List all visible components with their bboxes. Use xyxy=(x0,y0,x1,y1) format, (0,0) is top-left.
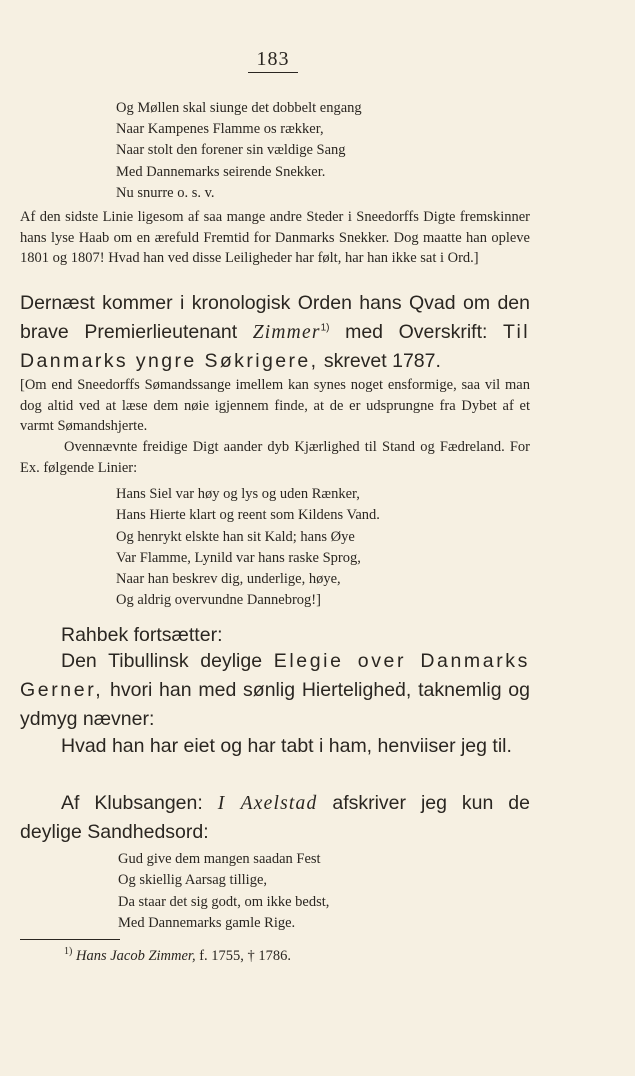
body-paragraph-henviiser: Hvad han har eiet og har tabt i ham, henviiser jeg til. xyxy=(61,735,512,757)
verse-line: Med Dannemarks seirende Snekker. xyxy=(116,163,326,180)
footnote-marker: 1) xyxy=(64,946,73,958)
verse-line: Og henrykt elskte han sit Kald; hans Øye xyxy=(116,528,355,545)
verse-line: Naar Kampenes Flamme os rækker, xyxy=(116,121,324,138)
footnote-name: Hans Jacob Zimmer, xyxy=(75,948,196,964)
verse-line: Da staar det sig godt, om ikke bedst, xyxy=(118,893,330,910)
verse-line: Naar stolt den forener sin vældige Sang xyxy=(116,142,346,159)
verse-line: Nu snurre o. s. v. xyxy=(116,184,215,201)
verse-line: Naar han beskrev dig, underlige, høye, xyxy=(116,571,341,588)
verse-line: Var Flamme, Lynild var hans raske Sprog, xyxy=(116,549,361,566)
person-name: Zimmer xyxy=(252,321,321,343)
poem-title: I Axelstad xyxy=(217,793,318,814)
paragraph-text: med Overskrift: xyxy=(345,320,488,343)
commentary-paragraph-1: Af den sidste Linie ligesom af saa mange andre Steder i Sneedorffs Digte fremskinner hans lyse Haab om en ærefuld Fremtid for Danmarks Snekker. Dog maatte han opleve 1801 og 1807! Hvad han ved disse Leiligheder har følt, har han ikke sat i Ord.] xyxy=(20,209,530,266)
paragraph-text: skrevet 1787. xyxy=(323,350,441,372)
body-paragraph-elegie xyxy=(20,647,530,734)
body-paragraph-klubsangen xyxy=(20,789,530,847)
verse-line: Hans Hierte klart og reent som Kildens Vand. xyxy=(116,507,380,524)
paragraph-text: hvori han med sønlig Hierteligheḋ, taknemlig og ydmyg nævner: xyxy=(20,679,530,730)
verse-stanza-3 xyxy=(118,849,329,934)
paragraph-text: afskriver jeg kun de deylige Sandhedsord: xyxy=(20,792,530,843)
commentary-paragraph-3: Ovennævnte freidige Digt aander dyb Kjærlighed til Stand og Fædreland. For Ex. følgende Linier: xyxy=(20,439,530,476)
body-paragraph-zimmer xyxy=(20,289,530,376)
verse-line: Med Dannemarks gamle Rige. xyxy=(118,914,296,931)
verse-line: Og Møllen skal siunge det dobbelt engang xyxy=(116,100,362,116)
paragraph-text: Af Klubsangen: xyxy=(61,792,203,814)
poem-title: Elegie over Danmarks Gerner, xyxy=(20,650,530,701)
verse-line: Hans Siel var høy og lys og uden Rænker, xyxy=(116,486,360,502)
verse-stanza-1 xyxy=(116,98,362,204)
verse-line: Og aldrig overvundne Dannebrog!] xyxy=(116,592,321,609)
paragraph-text: Dernæst kommer i kronologisk Orden hans Qvad om den brave Premierlieutenant xyxy=(20,292,530,343)
commentary-paragraph-2: [Om end Sneedorffs Sømandssange imellem kan synes noget ensformige, saa vil man dog altid ved at læse dem nøie igjennem finde, at de er udsprungne fra Dybet af et varmt Sømandshjerte. xyxy=(20,377,530,434)
footnote-divider xyxy=(20,939,120,940)
verse-line: Og skiellig Aarsag tillige, xyxy=(118,872,268,889)
footnote xyxy=(64,946,291,966)
poem-title: Til Danmarks yngre Søkrigere, xyxy=(20,320,531,372)
footnote-marker: 1) xyxy=(320,322,330,333)
footnote-dates: f. 1755, † 1786. xyxy=(199,948,292,964)
verse-stanza-2 xyxy=(116,484,380,612)
body-paragraph-rahbek: Rahbek fortsætter: xyxy=(61,624,223,646)
page-number: 183 xyxy=(248,48,298,73)
verse-line: Gud give dem mangen saadan Fest xyxy=(118,851,321,867)
paragraph-text: Den Tibullinsk deylige xyxy=(61,650,263,672)
